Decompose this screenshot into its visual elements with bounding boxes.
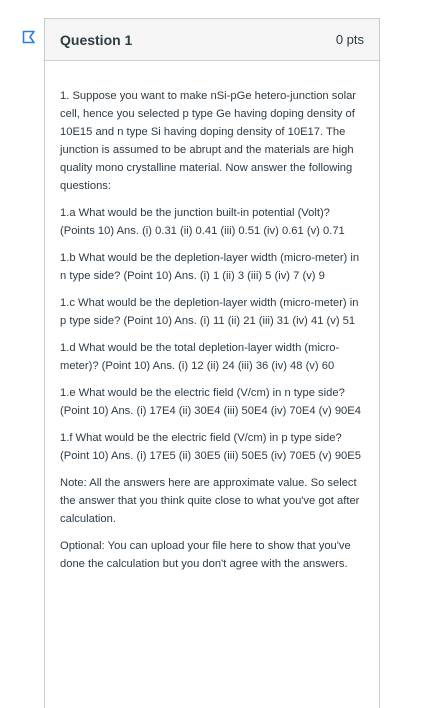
question-body (45, 61, 379, 573)
question-header (45, 19, 379, 61)
question-card (44, 18, 380, 708)
flag-question-icon[interactable] (22, 30, 36, 44)
question-note: Note: All the answers here are approximate value. So select the answer that you think quite close to what you've got after calculation. (60, 477, 360, 525)
question-title: Question 1 (60, 31, 133, 48)
question-optional: Optional: You can upload your file here to show that you've done the calculation but you don't agree with the answers. (60, 540, 351, 570)
question-part-1d: 1.d What would be the total depletion-layer width (micro-meter)? (Point 10) Ans. (i) 12 (ii) 24 (iii) 36 (iv) 48 (v) 60 (60, 342, 340, 372)
question-part-1b: 1.b What would be the depletion-layer width (micro-meter) in n type side? (Point 10) Ans. (i) 1 (ii) 3 (iii) 5 (iv) 7 (v) 9 (60, 252, 360, 282)
question-part-1c: 1.c What would be the depletion-layer width (micro-meter) in p type side? (Point 10) Ans. (i) 11 (ii) 21 (iii) 31 (iv) 41 (v) 51 (60, 297, 359, 327)
question-part-1a: 1.a What would be the junction built-in potential (Volt)? (Points 10) Ans. (i) 0.31 (ii) 0.41 (iii) 0.51 (iv) 0.61 (v) 0.71 (60, 207, 345, 237)
question-intro: 1. Suppose you want to make nSi-pGe hetero-junction solar cell, hence you selected p type Ge having doping density of 10E15 and n type Si having doping density of 10E17. The junction is assumed to be abrupt and the materials are high quality mono crystalline material. Now answer the following questions: (60, 90, 357, 192)
question-part-1e: 1.e What would be the electric field (V/cm) in n type side? (Point 10) Ans. (i) 17E4 (ii) 30E4 (iii) 50E4 (iv) 70E4 (v) 90E4 (60, 387, 361, 417)
question-points: 0 pts (335, 32, 364, 47)
question-part-1f: 1.f What would be the electric field (V/cm) in p type side? (Point 10) Ans. (i) 17E5 (ii) 30E5 (iii) 50E5 (iv) 70E5 (v) 90E5 (60, 432, 361, 462)
